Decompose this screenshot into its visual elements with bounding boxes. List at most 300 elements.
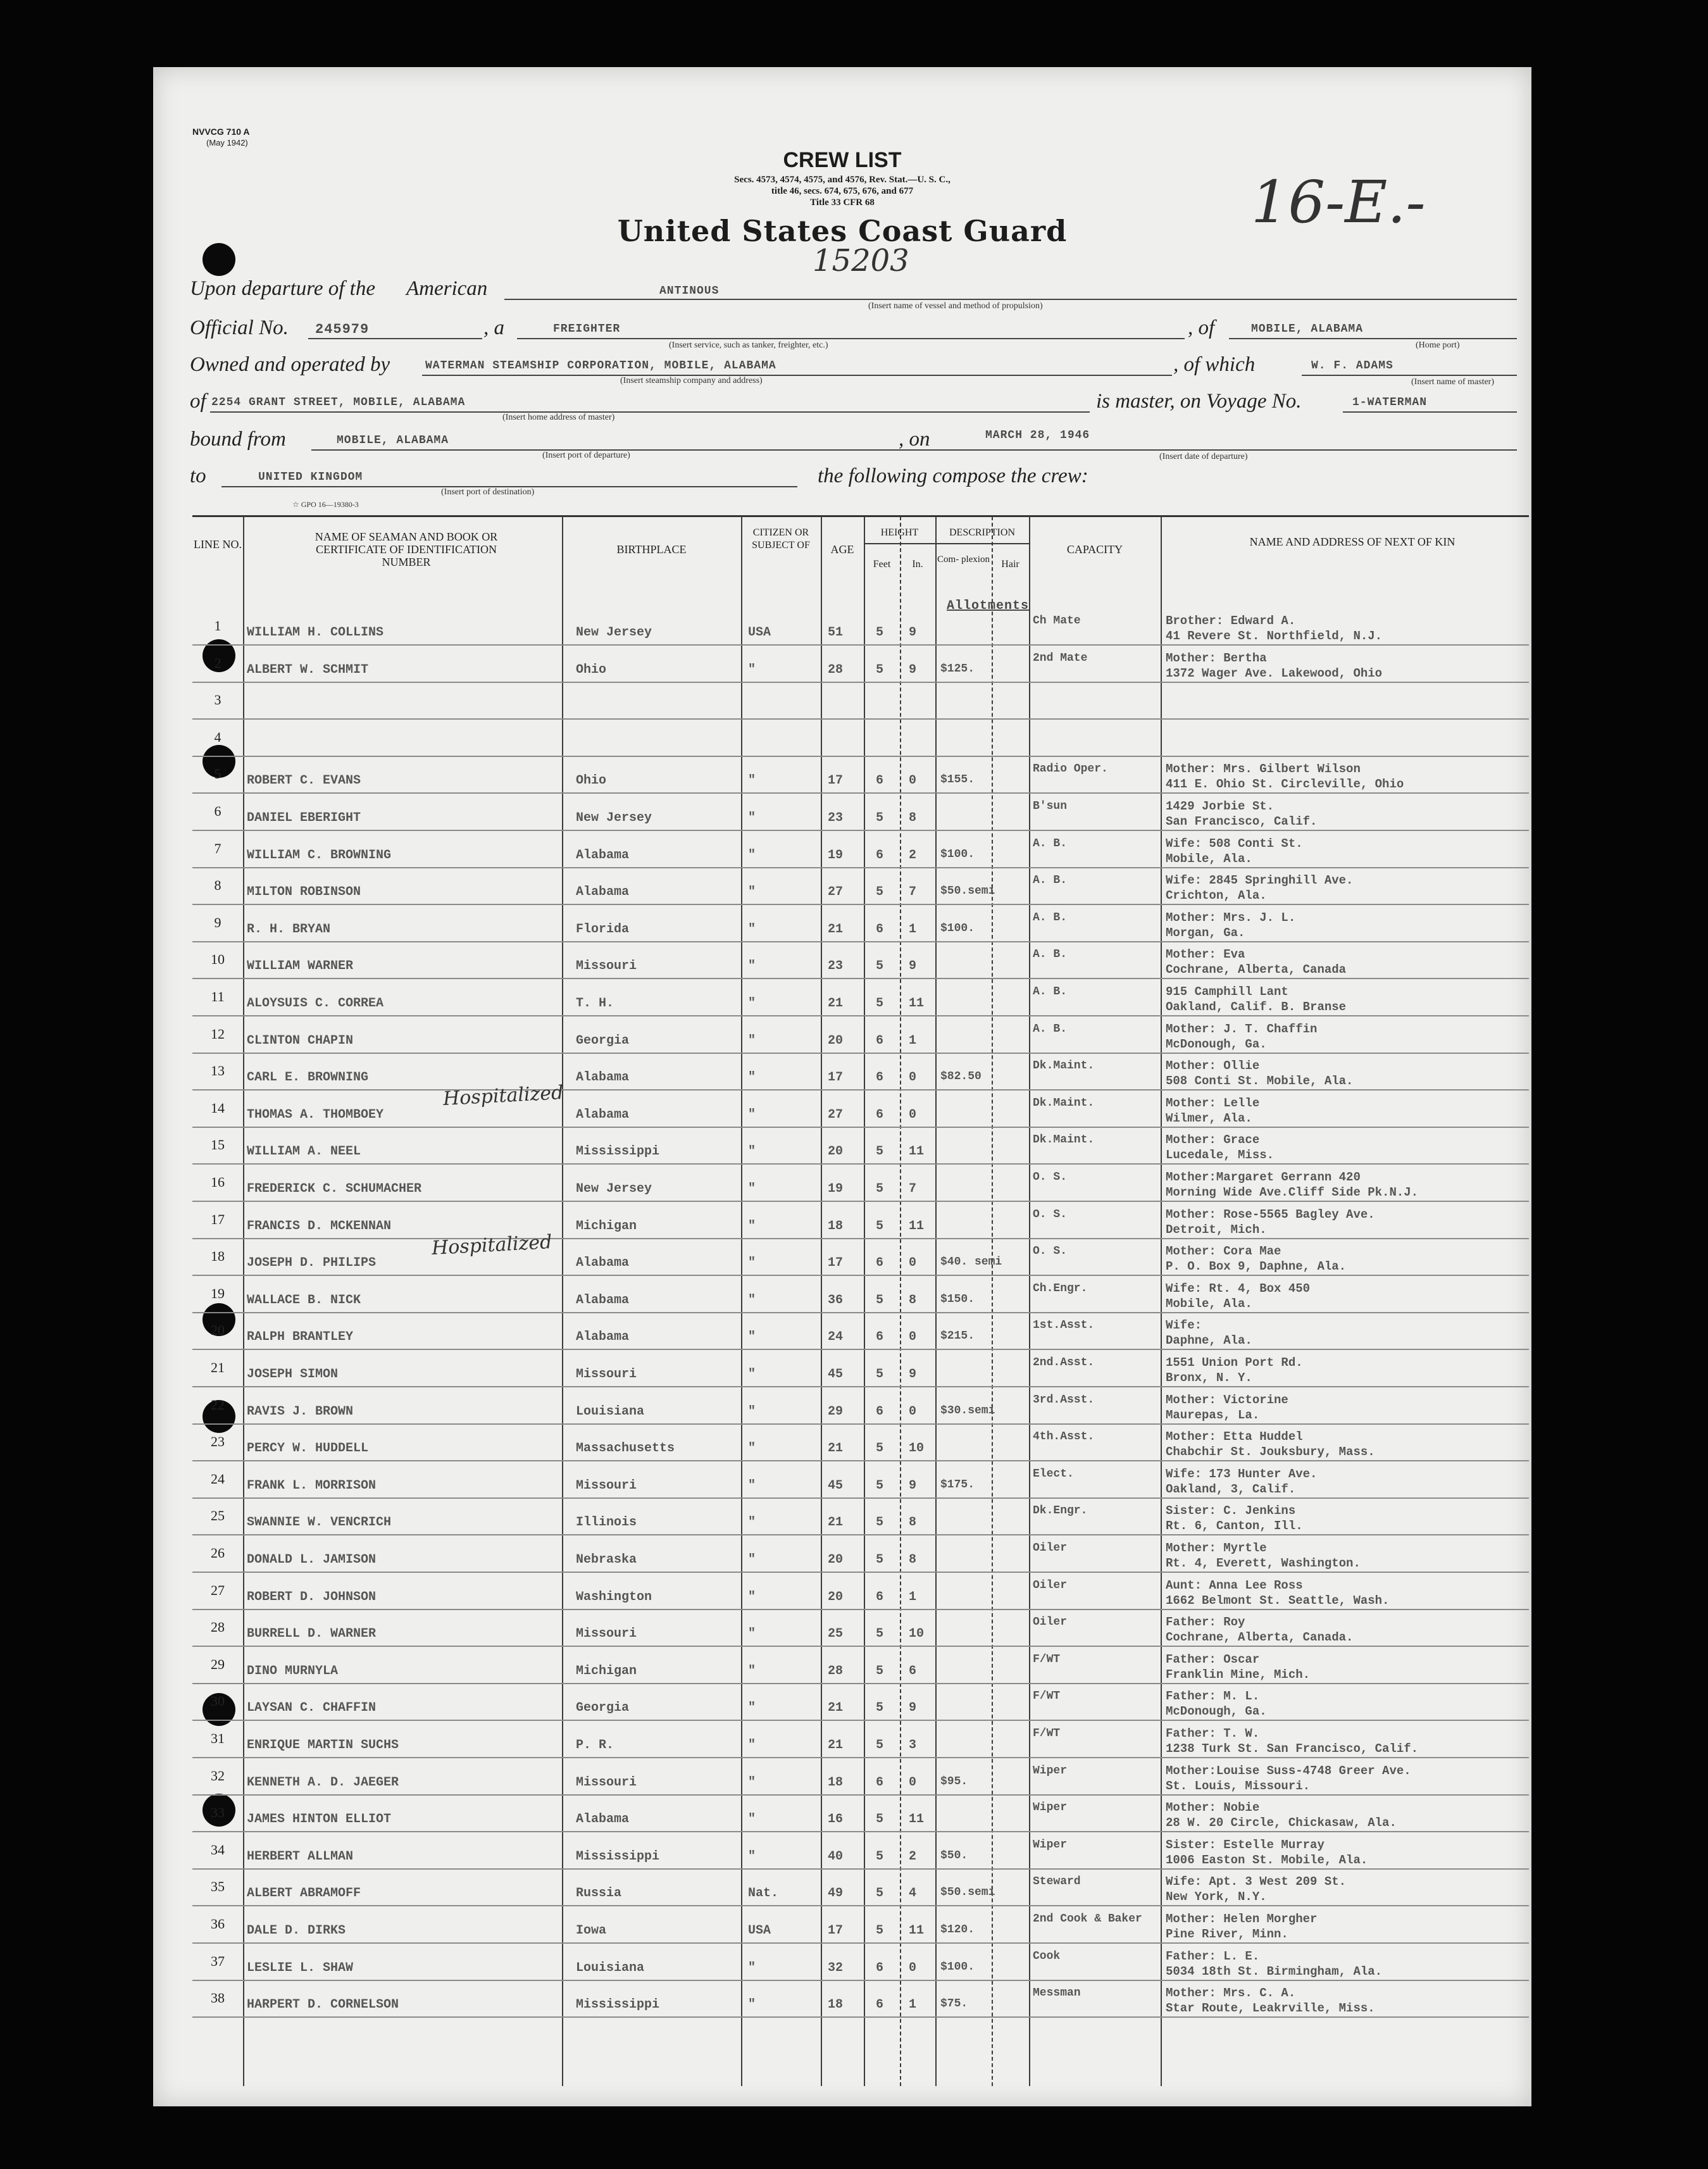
cell-ft: 5 [876, 1627, 884, 1642]
cell-birth: Washington [576, 1589, 652, 1604]
cell-cap: 2nd.Asst. [1033, 1356, 1095, 1369]
row-divider [192, 941, 1529, 942]
cell-cap: 3rd.Asst. [1033, 1393, 1095, 1406]
line-number: 24 [211, 1470, 225, 1487]
hospitalized-note: Hospitalized [442, 1082, 564, 1110]
line-number: 28 [211, 1619, 225, 1635]
cell-allot: $50. [940, 1849, 968, 1862]
line-number: 6 [214, 803, 221, 819]
cell-cit: " [748, 1107, 756, 1122]
line-number: 2 [214, 654, 221, 671]
cell-in: 8 [909, 1515, 917, 1530]
cell-allot: $125. [940, 662, 975, 675]
cell-kin-name: Mother: Rose-5565 Bagley Ave. [1166, 1207, 1375, 1222]
cell-name: WALLACE B. NICK [247, 1292, 361, 1308]
cell-cit: " [748, 1663, 756, 1678]
cell-in: 0 [909, 773, 917, 789]
cell-in: 11 [909, 1218, 925, 1234]
cell-kin-address: 41 Revere St. Northfield, N.J. [1166, 629, 1383, 643]
cell-in: 3 [909, 1738, 917, 1753]
cell-kin-name: Mother: Helen Morgher [1166, 1912, 1318, 1926]
cell-birth: Missouri [576, 1478, 637, 1493]
cell-in: 10 [909, 1627, 925, 1642]
cell-allot: $75. [940, 1997, 968, 2011]
statute-line: Title 33 CFR 68 [810, 197, 875, 208]
line-number: 31 [211, 1730, 225, 1746]
cell-birth: Mississippi [576, 1144, 660, 1160]
line-number: 19 [211, 1285, 225, 1301]
cell-age: 19 [828, 1182, 844, 1196]
label-is-master: is master, on Voyage No. [1096, 390, 1302, 413]
cell-age: 24 [828, 1330, 844, 1345]
cell-kin-address: 28 W. 20 Circle, Chickasaw, Ala. [1166, 1816, 1397, 1830]
cell-kin-name: Mother: Lelle [1166, 1096, 1260, 1110]
cell-birth: New Jersey [576, 811, 652, 825]
cell-ft: 5 [876, 1553, 884, 1567]
label-american: American [406, 277, 488, 300]
cell-birth: Alabama [576, 1292, 630, 1308]
row-divider [192, 1497, 1529, 1499]
row-divider [192, 1720, 1529, 1721]
cell-name: DANIEL EBERIGHT [247, 811, 361, 825]
cell-birth: Mississippi [576, 1997, 660, 2013]
cell-kin-address: San Francisco, Calif. [1166, 815, 1318, 828]
col-header-age: AGE [830, 543, 854, 556]
cell-cap: O. S. [1033, 1208, 1068, 1221]
cell-birth: Louisiana [576, 1960, 645, 1975]
line-number: 10 [211, 951, 225, 968]
cell-cit: " [748, 1812, 756, 1827]
cell-cap: Oiler [1033, 1542, 1068, 1554]
cell-kin-address: Pine River, Minn. [1166, 1927, 1288, 1941]
cell-ft: 5 [876, 1849, 884, 1864]
cell-birth: Massachusetts [576, 1441, 675, 1456]
cell-kin-address: Rt. 6, Canton, Ill. [1166, 1519, 1303, 1534]
cell-age: 25 [828, 1627, 844, 1642]
line-number: 12 [211, 1025, 225, 1042]
statute-line: Secs. 4573, 4574, 4575, and 4576, Rev. Stat.—U. S. C., [734, 175, 951, 185]
cell-birth: Michigan [576, 1663, 637, 1678]
row-divider [192, 867, 1529, 868]
line-number: 35 [211, 1878, 225, 1895]
cell-in: 7 [909, 1182, 917, 1196]
cell-birth: Georgia [576, 1701, 630, 1716]
service-hint: (Insert service, such as tanker, freighter, etc.) [669, 341, 828, 350]
row-divider [192, 1053, 1529, 1054]
cell-name: FREDERICK C. SCHUMACHER [247, 1182, 422, 1196]
cell-allot: $175. [940, 1478, 975, 1491]
cell-in: 7 [909, 885, 917, 900]
cell-name: WILLIAM H. COLLINS [247, 625, 384, 640]
cell-cit: " [748, 996, 756, 1011]
label-to: to [190, 465, 206, 487]
row-divider [192, 1163, 1529, 1165]
cell-cap: Wiper [1033, 1801, 1068, 1815]
cell-cap: Oiler [1033, 1616, 1068, 1629]
cell-name: DONALD L. JAMISON [247, 1553, 377, 1567]
cell-name: FRANK L. MORRISON [247, 1478, 377, 1493]
cell-cit: " [748, 1144, 756, 1160]
cell-name: BURRELL D. WARNER [247, 1627, 377, 1642]
cell-cit: " [748, 1182, 756, 1196]
cell-in: 1 [909, 1589, 917, 1604]
master-address-hint: (Insert home address of master) [502, 413, 615, 422]
cell-kin-address: 1372 Wager Ave. Lakewood, Ohio [1166, 666, 1383, 680]
cell-cit: " [748, 773, 756, 789]
cell-age: 18 [828, 1218, 844, 1234]
col-header-citizen: CITIZEN OR SUBJECT OF [752, 527, 810, 551]
cell-cit: " [748, 1218, 756, 1234]
cell-cap: F/WT [1033, 1727, 1061, 1740]
row-divider [192, 1015, 1529, 1016]
cell-cap: A. B. [1033, 948, 1068, 961]
cell-ft: 6 [876, 847, 884, 863]
cell-allot: $95. [940, 1775, 968, 1788]
cell-in: 8 [909, 1553, 917, 1567]
cell-age: 45 [828, 1367, 844, 1382]
cell-kin-name: Father: M. L. [1166, 1689, 1260, 1704]
master-name: W. F. ADAMS [1311, 359, 1393, 372]
cell-kin-address: Mobile, Ala. [1166, 851, 1252, 866]
cell-age: 17 [828, 1256, 844, 1271]
cell-age: 21 [828, 1701, 844, 1716]
cell-allot: $40. semi [940, 1256, 1002, 1269]
cell-age: 21 [828, 1515, 844, 1530]
handwritten-number: 15203 [813, 243, 909, 278]
row-divider [192, 1757, 1529, 1758]
row-divider [192, 1349, 1529, 1350]
cell-cit: " [748, 1367, 756, 1382]
cell-name: PERCY W. HUDDELL [247, 1441, 369, 1456]
agency-title: United States Coast Guard [617, 214, 1068, 248]
cell-age: 17 [828, 773, 844, 789]
cell-age: 20 [828, 1553, 844, 1567]
cell-kin-address: Rt. 4, Everett, Washington. [1166, 1556, 1361, 1570]
col-header-description: DESCRIPTION [949, 527, 1015, 538]
cell-cit: " [748, 885, 756, 900]
cell-birth: New Jersey [576, 1182, 652, 1196]
line-number: 32 [211, 1767, 225, 1784]
line-number: 21 [211, 1360, 225, 1375]
cell-kin-name: Wife: 508 Conti St. [1166, 836, 1303, 851]
cell-allot: $30.semi [940, 1404, 995, 1417]
cell-kin-name: 1551 Union Port Rd. [1166, 1356, 1303, 1370]
statute-line: title 46, secs. 674, 675, 676, and 677 [771, 186, 914, 196]
port-departure-hint: (Insert port of departure) [542, 451, 630, 460]
cell-kin-name: Mother: Ollie [1166, 1059, 1260, 1073]
cell-kin-name: Wife: 2845 Springhill Ave. [1166, 873, 1354, 888]
cell-cit: " [748, 1256, 756, 1271]
cell-age: 20 [828, 1589, 844, 1604]
row-divider [192, 1534, 1529, 1535]
cell-cap: O. S. [1033, 1171, 1068, 1184]
cell-ft: 6 [876, 1256, 884, 1271]
cell-kin-name: Father: T. W. [1166, 1727, 1260, 1741]
cell-age: 17 [828, 1070, 844, 1085]
cell-age: 29 [828, 1404, 844, 1419]
cell-cap: F/WT [1033, 1653, 1061, 1666]
cell-age: 28 [828, 1663, 844, 1678]
cell-ft: 6 [876, 1070, 884, 1085]
cell-allot: $150. [940, 1292, 975, 1306]
cell-kin-address: Chabchir St. Jouksbury, Mass. [1166, 1445, 1375, 1460]
cell-kin-address: Detroit, Mich. [1166, 1222, 1267, 1237]
cell-kin-address: 5034 18th St. Birmingham, Ala. [1166, 1964, 1383, 1978]
cell-birth: P. R. [576, 1738, 614, 1753]
cell-allot: $120. [940, 1923, 975, 1936]
cell-kin-address: McDonough, Ga. [1166, 1704, 1267, 1719]
cell-ft: 5 [876, 1144, 884, 1160]
row-divider [192, 978, 1529, 979]
cell-kin-name: 915 Camphill Lant [1166, 985, 1288, 999]
cell-birth: Michigan [576, 1218, 637, 1234]
cell-cit: " [748, 1330, 756, 1345]
line-number: 15 [211, 1137, 225, 1153]
cell-ft: 5 [876, 1701, 884, 1716]
cell-name: ALBERT W. SCHMIT [247, 662, 369, 677]
hospitalized-note: Hospitalized [431, 1231, 553, 1260]
cell-cit: " [748, 1701, 756, 1716]
cell-cit: " [748, 1849, 756, 1864]
cell-cap: 2nd Cook & Baker [1033, 1913, 1142, 1925]
cell-name: CLINTON CHAPIN [247, 1033, 354, 1048]
allotments-label: Allotments [947, 599, 1030, 613]
cell-age: 21 [828, 1441, 844, 1456]
cell-ft: 6 [876, 1997, 884, 2013]
cell-cap: 1st.Asst. [1033, 1319, 1095, 1332]
cell-cit: " [748, 1070, 756, 1085]
cell-kin-name: Wife: Apt. 3 West 209 St. [1166, 1875, 1347, 1889]
cell-cit: " [748, 811, 756, 825]
cell-ft: 5 [876, 1738, 884, 1753]
cell-name: ALOYSUIS C. CORREA [247, 996, 384, 1011]
cell-name: SWANNIE W. VENCRICH [247, 1515, 392, 1530]
line-number: 20 [211, 1322, 225, 1339]
cell-ft: 5 [876, 1515, 884, 1530]
cell-kin-address: Crichton, Ala. [1166, 889, 1267, 903]
cell-in: 0 [909, 1070, 917, 1085]
cell-in: 0 [909, 1107, 917, 1122]
cell-kin-address: P. O. Box 9, Daphne, Ala. [1166, 1260, 1347, 1274]
row-divider [192, 1905, 1529, 1906]
cell-cap: Radio Oper. [1033, 763, 1108, 776]
destination: UNITED KINGDOM [258, 471, 363, 484]
cell-cit: " [748, 1960, 756, 1975]
cell-kin-address: McDonough, Ga. [1166, 1037, 1267, 1051]
cell-ft: 5 [876, 1663, 884, 1678]
cell-birth: Nebraska [576, 1553, 637, 1567]
cell-name: RALPH BRANTLEY [247, 1330, 354, 1345]
vessel-name: ANTINOUS [659, 285, 720, 297]
cell-allot: $215. [940, 1330, 975, 1343]
cell-cap: Ch Mate [1033, 615, 1081, 627]
label-bound-from: bound from [190, 428, 286, 451]
master-hint: (Insert name of master) [1411, 377, 1494, 387]
cell-kin-name: Mother: Nobie [1166, 1801, 1260, 1815]
cell-in: 6 [909, 1663, 917, 1678]
cell-cap: B'sun [1033, 800, 1068, 813]
cell-age: 18 [828, 1775, 844, 1790]
cell-cit: " [748, 1292, 756, 1308]
row-divider [192, 1683, 1529, 1684]
cell-birth: Louisiana [576, 1404, 645, 1419]
cell-cit: " [748, 1553, 756, 1567]
cell-allot: $100. [940, 922, 975, 935]
cell-name: JAMES HINTON ELLIOT [247, 1812, 392, 1827]
master-address: 2254 GRANT STREET, MOBILE, ALABAMA [211, 396, 466, 409]
cell-birth: Missouri [576, 959, 637, 974]
cell-kin-address: Bronx, N. Y. [1166, 1371, 1252, 1385]
cell-cit: " [748, 662, 756, 677]
cell-birth: Missouri [576, 1367, 637, 1382]
cell-ft: 5 [876, 1441, 884, 1456]
handwritten-file-number: 16-E.- [1251, 168, 1426, 236]
cell-name: HERBERT ALLMAN [247, 1849, 354, 1864]
line-number: 16 [211, 1174, 225, 1190]
cell-age: 27 [828, 885, 844, 900]
cell-age: 51 [828, 625, 844, 640]
cell-cap: Cook [1033, 1949, 1061, 1963]
line-number: 7 [214, 840, 221, 856]
line-number: 8 [214, 877, 221, 894]
cell-age: 27 [828, 1107, 844, 1122]
cell-kin-name: Father: L. E. [1166, 1949, 1260, 1963]
cell-kin-address: 508 Conti St. Mobile, Ala. [1166, 1074, 1354, 1089]
cell-allot: $100. [940, 1960, 975, 1973]
cell-kin-address: 1006 Easton St. Mobile, Ala. [1166, 1853, 1368, 1867]
cell-age: 20 [828, 1033, 844, 1048]
destination-hint: (Insert port of destination) [441, 487, 535, 497]
cell-in: 9 [909, 1701, 917, 1716]
crew-table-frame [192, 515, 1529, 2087]
cell-age: 17 [828, 1923, 844, 1938]
cell-age: 49 [828, 1886, 844, 1901]
col-header-line: LINE NO. [194, 538, 242, 551]
cell-kin-address: Wilmer, Ala. [1166, 1111, 1252, 1125]
cell-cit: " [748, 922, 756, 937]
cell-kin-name: Mother: Mrs. C. A. [1166, 1986, 1296, 2001]
cell-kin-address: Franklin Mine, Mich. [1166, 1667, 1311, 1682]
cell-cap: A. B. [1033, 874, 1068, 887]
company: WATERMAN STEAMSHIP CORPORATION, MOBILE, ALABAMA [425, 359, 776, 372]
row-divider [192, 1460, 1529, 1461]
crew-list-document [153, 67, 1531, 2106]
cell-ft: 6 [876, 922, 884, 937]
cell-in: 1 [909, 922, 917, 937]
cell-in: 10 [909, 1441, 925, 1456]
cell-ft: 6 [876, 773, 884, 789]
cell-kin-name: Wife: 173 Hunter Ave. [1166, 1466, 1318, 1481]
cell-kin-address: Star Route, Leakrville, Miss. [1166, 2001, 1375, 2016]
cell-birth: New Jersey [576, 625, 652, 640]
cell-cit: " [748, 1738, 756, 1753]
cell-ft: 5 [876, 1292, 884, 1308]
cell-name: MILTON ROBINSON [247, 885, 361, 900]
form-title: CREW LIST [783, 148, 902, 172]
cell-cap: A. B. [1033, 911, 1068, 924]
line-number: 18 [211, 1248, 225, 1265]
cell-kin-address: 411 E. Ohio St. Circleville, Ohio [1166, 777, 1404, 792]
cell-birth: Iowa [576, 1923, 607, 1938]
cell-cit: USA [748, 625, 771, 640]
cell-name: ROBERT C. EVANS [247, 773, 361, 789]
row-divider [192, 718, 1529, 720]
cell-cit: " [748, 1033, 756, 1048]
cell-cap: 2nd Mate [1033, 651, 1088, 665]
cell-in: 11 [909, 1144, 925, 1160]
cell-in: 11 [909, 1812, 925, 1827]
line-number: 5 [214, 766, 221, 782]
cell-kin-name: Father: Roy [1166, 1615, 1245, 1630]
cell-ft: 6 [876, 1107, 884, 1122]
cell-ft: 5 [876, 1812, 884, 1827]
row-divider [192, 2016, 1529, 2018]
row-divider [192, 792, 1529, 794]
port-of-departure: MOBILE, ALABAMA [337, 434, 449, 447]
cell-cap: Steward [1033, 1875, 1081, 1889]
cell-in: 9 [909, 1367, 917, 1382]
row-divider [192, 1980, 1529, 1981]
cell-kin-address: Maurepas, La. [1166, 1408, 1260, 1422]
cell-name: JOSEPH SIMON [247, 1367, 339, 1382]
cell-allot: $50.semi [940, 885, 995, 898]
cell-cap: O. S. [1033, 1245, 1068, 1258]
cell-in: 9 [909, 625, 917, 640]
col-header-complexion: Com- plexion [937, 554, 990, 565]
cell-age: 21 [828, 1738, 844, 1753]
cell-kin-name: Mother:Margaret Gerrann 420 [1166, 1170, 1361, 1184]
cell-kin-name: Mother: Grace [1166, 1133, 1260, 1147]
label-following-crew: the following compose the crew: [818, 465, 1088, 487]
cell-name: RAVIS J. BROWN [247, 1404, 354, 1419]
label-a: , a [483, 316, 504, 339]
col-header-height: HEIGHT [880, 527, 919, 538]
cell-kin-address: 1662 Belmont St. Seattle, Wash. [1166, 1593, 1390, 1608]
row-divider [192, 1275, 1529, 1276]
cell-cit: " [748, 1478, 756, 1493]
cell-name: FRANCIS D. MCKENNAN [247, 1218, 392, 1234]
line-number: 23 [211, 1434, 225, 1450]
line-number: 33 [211, 1804, 225, 1821]
cell-kin-name: Mother: Etta Huddel [1166, 1430, 1303, 1444]
cell-ft: 5 [876, 1367, 884, 1382]
departure-date: MARCH 28, 1946 [985, 429, 1090, 442]
cell-in: 0 [909, 1960, 917, 1975]
cell-birth: Alabama [576, 1070, 630, 1085]
line-number: 13 [211, 1063, 225, 1079]
row-divider [192, 904, 1529, 905]
cell-age: 20 [828, 1144, 844, 1160]
cell-kin-name: 1429 Jorbie St. [1166, 799, 1275, 813]
col-header-name: NAME OF SEAMAN AND BOOK OR CERTIFICATE OF IDENTIFICATION NUMBER [315, 530, 498, 568]
row-divider [192, 1089, 1529, 1091]
cell-cit: " [748, 959, 756, 974]
row-divider [192, 1794, 1529, 1796]
cell-cap: Wiper [1033, 1838, 1068, 1851]
cell-kin-name: Wife: [1166, 1318, 1202, 1333]
cell-cit: " [748, 1627, 756, 1642]
cell-ft: 6 [876, 1775, 884, 1790]
line-number: 14 [211, 1099, 225, 1116]
col-header-feet: Feet [873, 559, 891, 570]
cell-in: 2 [909, 847, 917, 863]
cell-in: 0 [909, 1330, 917, 1345]
cell-kin-address: Cochrane, Alberta, Canada [1166, 963, 1347, 977]
cell-kin-name: Mother: Bertha [1166, 651, 1267, 665]
col-header-next-of-kin: NAME AND ADDRESS OF NEXT OF KIN [1249, 535, 1456, 548]
cell-in: 9 [909, 959, 917, 974]
col-header-capacity: CAPACITY [1066, 543, 1123, 556]
